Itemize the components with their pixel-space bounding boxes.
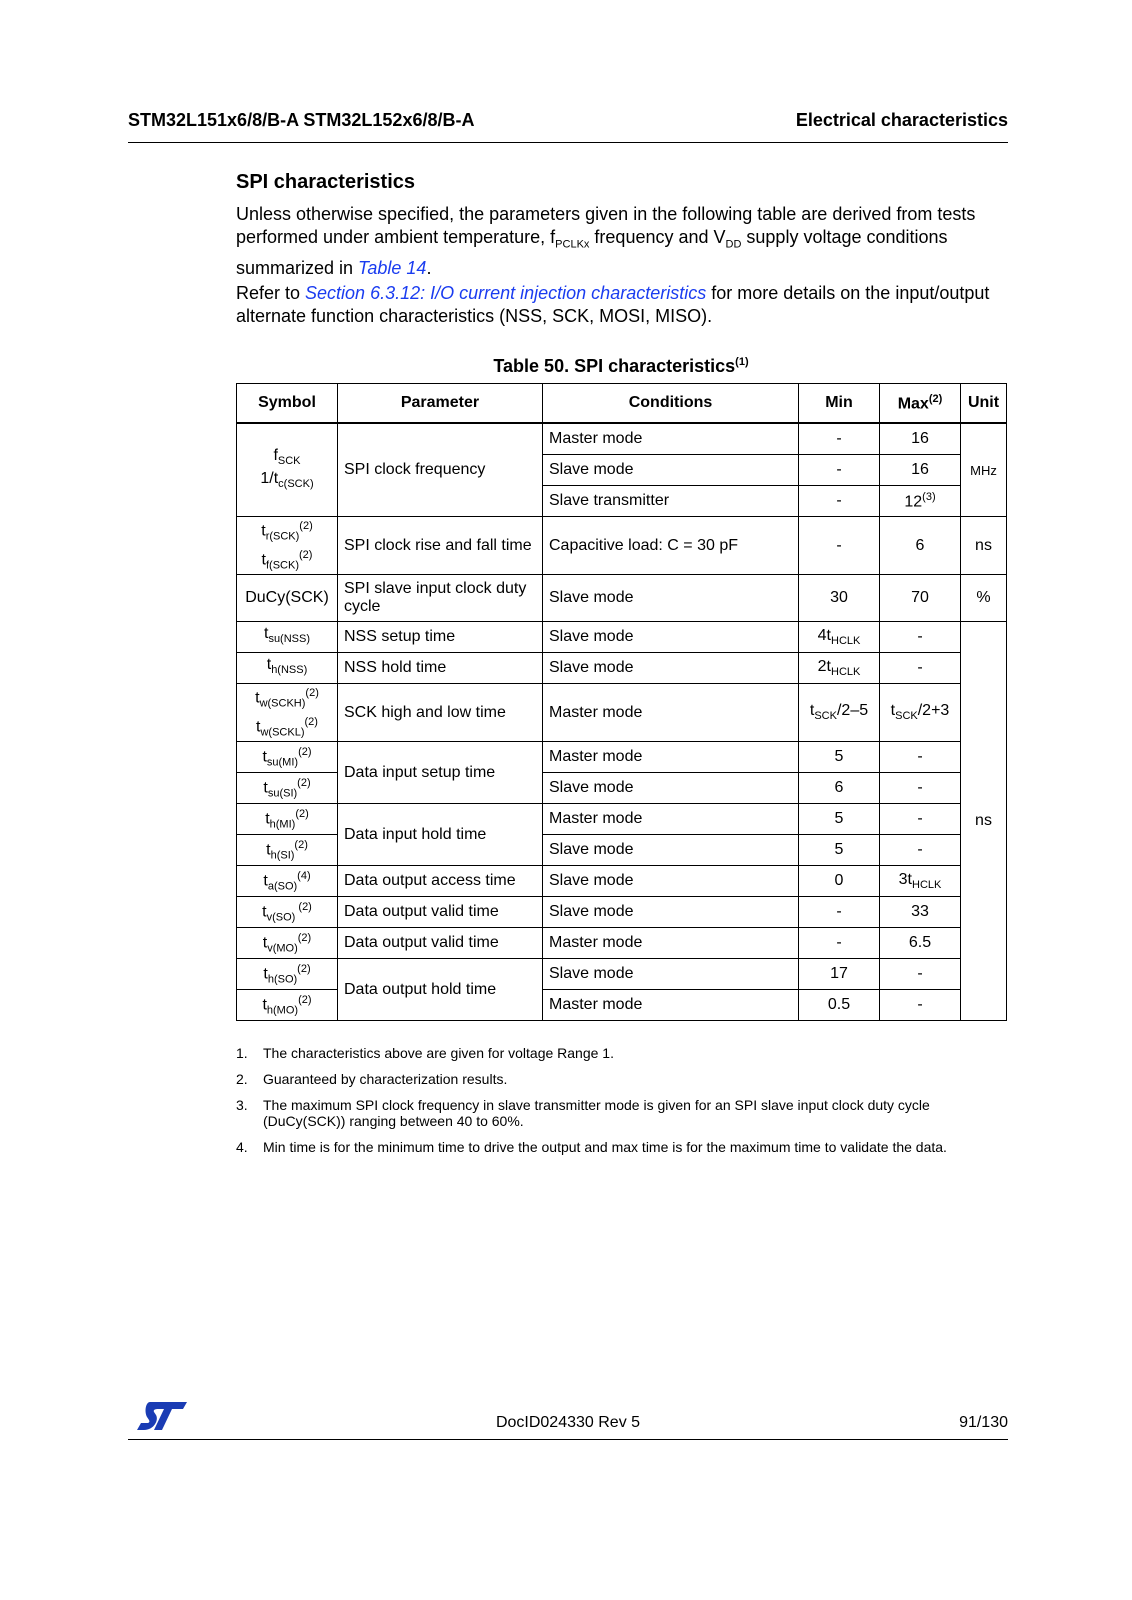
note-number: 4. bbox=[236, 1139, 248, 1155]
parameter-cell: SPI clock frequency bbox=[338, 423, 543, 517]
conditions-cell: Master mode bbox=[543, 804, 799, 835]
parameter-cell: Data output valid time bbox=[338, 928, 543, 959]
conditions-cell: Master mode bbox=[543, 928, 799, 959]
conditions-cell: Slave mode bbox=[543, 835, 799, 866]
table-row bbox=[237, 866, 1007, 897]
note-number: 3. bbox=[236, 1097, 248, 1113]
unit-cell: ns bbox=[961, 517, 1007, 575]
min-cell: 0.5 bbox=[799, 990, 880, 1021]
page-footer bbox=[128, 1412, 1008, 1440]
note-item bbox=[236, 1071, 996, 1087]
max-cell: - bbox=[880, 959, 961, 990]
conditions-cell: Slave mode bbox=[543, 622, 799, 653]
max-cell: - bbox=[880, 990, 961, 1021]
parameter-cell: NSS hold time bbox=[338, 653, 543, 684]
max-cell: - bbox=[880, 742, 961, 773]
header-parameter: Parameter bbox=[338, 384, 543, 424]
symbol-ta-so: $t_{a(SO)}^{(4)}$ bbox=[237, 866, 338, 897]
note-text: The characteristics above are given for voltage Range 1. bbox=[263, 1045, 614, 1061]
max-cell: - bbox=[880, 804, 961, 835]
conditions-cell: Slave mode bbox=[543, 575, 799, 622]
max-cell: 33 bbox=[880, 897, 961, 928]
symbol-th-si: $t_{h(SI)}^{(2)}$ bbox=[237, 835, 338, 866]
table-row bbox=[237, 928, 1007, 959]
max-cell: 6.5 bbox=[880, 928, 961, 959]
para2-text-b: for more details on the input/output alternate function characteristics (NSS, SCK, MOSI, MISO). bbox=[236, 283, 990, 326]
note-number: 2. bbox=[236, 1071, 248, 1087]
note-text: The maximum SPI clock frequency in slave transmitter mode is given for an SPI slave input clock duty cycle (DuCy(SCK)) ranging between 40 to 60%. bbox=[263, 1097, 930, 1129]
conditions-cell: Slave mode bbox=[543, 653, 799, 684]
table-caption bbox=[236, 356, 1006, 377]
note-text: Min time is for the minimum time to drive the output and max time is for the maximum time to validate the data. bbox=[263, 1139, 947, 1155]
para1-text-c: supply voltage conditions summarized in bbox=[236, 227, 948, 278]
para1-text-d: . bbox=[426, 257, 432, 278]
parameter-cell: Data output hold time bbox=[338, 959, 543, 1021]
table-header-row bbox=[237, 384, 1007, 424]
min-cell: - bbox=[799, 423, 880, 455]
conditions-cell: Slave mode bbox=[543, 773, 799, 804]
note-text: Guaranteed by characterization results. bbox=[263, 1071, 508, 1087]
conditions-cell: Slave mode bbox=[543, 866, 799, 897]
note-item bbox=[236, 1045, 996, 1061]
min-cell: $4t_{HCLK}$ bbox=[799, 622, 880, 653]
table-row bbox=[237, 897, 1007, 928]
max-cell: 70 bbox=[880, 575, 961, 622]
header-max-note: (2) bbox=[928, 392, 943, 405]
parameter-cell: Data output access time bbox=[338, 866, 543, 897]
min-cell: - bbox=[799, 517, 880, 575]
max-cell: 12$^{(3)}$ bbox=[880, 486, 961, 517]
parameter-cell: NSS setup time bbox=[338, 622, 543, 653]
parameter-cell: Data output valid time bbox=[338, 897, 543, 928]
max-cell: 6 bbox=[880, 517, 961, 575]
table-notes bbox=[236, 1045, 996, 1165]
table-row bbox=[237, 653, 1007, 684]
conditions-cell: Master mode bbox=[543, 684, 799, 742]
min-cell: $t_{SCK}/2-5$ bbox=[799, 684, 880, 742]
symbol-th-mi: $t_{h(MI)}^{(2)}$ bbox=[237, 804, 338, 835]
note-number: 1. bbox=[236, 1045, 248, 1061]
symbol-tsu-mi: $t_{su(MI)}^{(2)}$ bbox=[237, 742, 338, 773]
header-max bbox=[880, 384, 961, 424]
table-caption-note: (1) bbox=[735, 356, 749, 368]
conditions-cell: Slave mode bbox=[543, 959, 799, 990]
table-caption-text: Table 50. SPI characteristics bbox=[493, 356, 736, 376]
table-14-link[interactable]: Table 14 bbox=[358, 257, 427, 278]
parameter-cell: Data input setup time bbox=[338, 742, 543, 804]
symbol-tw: $t_{w(SCKH)}^{(2)}$ $t_{w(SCKL)}^{(2)}$ bbox=[237, 684, 338, 742]
min-cell: 5 bbox=[799, 742, 880, 773]
conditions-cell: Master mode bbox=[543, 423, 799, 455]
table-row bbox=[237, 517, 1007, 575]
symbol-tsu-si: $t_{su(SI)}^{(2)}$ bbox=[237, 773, 338, 804]
note-item bbox=[236, 1139, 996, 1155]
min-cell: $2t_{HCLK}$ bbox=[799, 653, 880, 684]
conditions-cell: Slave mode bbox=[543, 455, 799, 486]
refer-paragraph bbox=[236, 282, 996, 328]
conditions-cell: Slave transmitter bbox=[543, 486, 799, 517]
table-row bbox=[237, 622, 1007, 653]
header-conditions: Conditions bbox=[543, 384, 799, 424]
max-cell: 16 bbox=[880, 455, 961, 486]
min-cell: - bbox=[799, 486, 880, 517]
para1-text-a: Unless otherwise specified, the parameters given in the following table are derived from tests performed under ambient temperature, f bbox=[236, 204, 976, 247]
min-cell: 17 bbox=[799, 959, 880, 990]
unit-cell: % bbox=[961, 575, 1007, 622]
para1-sub-dd: DD bbox=[725, 238, 742, 251]
table-row bbox=[237, 575, 1007, 622]
min-cell: 5 bbox=[799, 835, 880, 866]
min-cell: - bbox=[799, 897, 880, 928]
max-cell: $t_{SCK}/2+3$ bbox=[880, 684, 961, 742]
min-cell: 5 bbox=[799, 804, 880, 835]
header-max-text: Max bbox=[897, 395, 929, 413]
max-cell: - bbox=[880, 653, 961, 684]
page-number: 91/130 bbox=[959, 1414, 1008, 1431]
conditions-cell: Master mode bbox=[543, 742, 799, 773]
table-row bbox=[237, 959, 1007, 990]
symbol-fsck: $f_{SCK}$ $1/t_{c(SCK)}$ bbox=[237, 423, 338, 517]
unit-cell: MHz bbox=[961, 423, 1007, 517]
header-section-name: Electrical characteristics bbox=[795, 110, 1008, 130]
symbol-tr-tf: $t_{r(SCK)}^{(2)}$ $t_{f(SCK)}^{(2)}$ bbox=[237, 517, 338, 575]
table-row bbox=[237, 804, 1007, 835]
parameter-cell: Data input hold time bbox=[338, 804, 543, 866]
page-header bbox=[128, 110, 1008, 143]
max-cell: - bbox=[880, 773, 961, 804]
unit-cell: ns bbox=[961, 622, 1007, 1021]
table-row bbox=[237, 684, 1007, 742]
doc-id: DocID024330 Rev 5 bbox=[495, 1414, 641, 1431]
section-title: SPI characteristics bbox=[236, 171, 415, 193]
conditions-cell: Master mode bbox=[543, 990, 799, 1021]
header-min: Min bbox=[799, 384, 880, 424]
max-cell: 16 bbox=[880, 423, 961, 455]
symbol-tsu-nss: $t_{su(NSS)}$ bbox=[237, 622, 338, 653]
parameter-cell: SPI clock rise and fall time bbox=[338, 517, 543, 575]
symbol-th-mo: $t_{h(MO)}^{(2)}$ bbox=[237, 990, 338, 1021]
symbol-th-nss: $t_{h(NSS)}$ bbox=[237, 653, 338, 684]
symbol-tv-so: $t_{v(SO)}$ $^{(2)}$ bbox=[237, 897, 338, 928]
conditions-cell: Capacitive load: C = 30 pF bbox=[543, 517, 799, 575]
parameter-cell: SPI slave input clock duty cycle bbox=[338, 575, 543, 622]
max-cell: - bbox=[880, 835, 961, 866]
header-symbol: Symbol bbox=[237, 384, 338, 424]
min-cell: 0 bbox=[799, 866, 880, 897]
section-6-3-12-link[interactable]: Section 6.3.12: I/O current injection characteristics bbox=[305, 283, 707, 303]
para1-sub-pclkx: PCLKx bbox=[555, 238, 590, 251]
para1-text-b: frequency and V bbox=[589, 227, 726, 247]
header-part-numbers: STM32L151x6/8/B-A STM32L152x6/8/B-A bbox=[128, 110, 475, 130]
symbol-th-so: $t_{h(SO)}^{(2)}$ bbox=[237, 959, 338, 990]
symbol-ducy: DuCy(SCK) bbox=[237, 575, 338, 622]
para2-text-a: Refer to bbox=[236, 283, 306, 303]
spi-characteristics-table bbox=[236, 383, 1007, 1021]
min-cell: 30 bbox=[799, 575, 880, 622]
table-row bbox=[237, 423, 1007, 455]
intro-paragraph bbox=[236, 203, 996, 280]
symbol-tv-mo: $t_{v(MO)}^{(2)}$ bbox=[237, 928, 338, 959]
table-row bbox=[237, 742, 1007, 773]
max-cell: - bbox=[880, 622, 961, 653]
min-cell: - bbox=[799, 928, 880, 959]
max-cell: $3t_{HCLK}$ bbox=[880, 866, 961, 897]
note-item bbox=[236, 1097, 996, 1129]
parameter-cell: SCK high and low time bbox=[338, 684, 543, 742]
header-unit: Unit bbox=[961, 384, 1007, 424]
min-cell: - bbox=[799, 455, 880, 486]
conditions-cell: Slave mode bbox=[543, 897, 799, 928]
min-cell: 6 bbox=[799, 773, 880, 804]
